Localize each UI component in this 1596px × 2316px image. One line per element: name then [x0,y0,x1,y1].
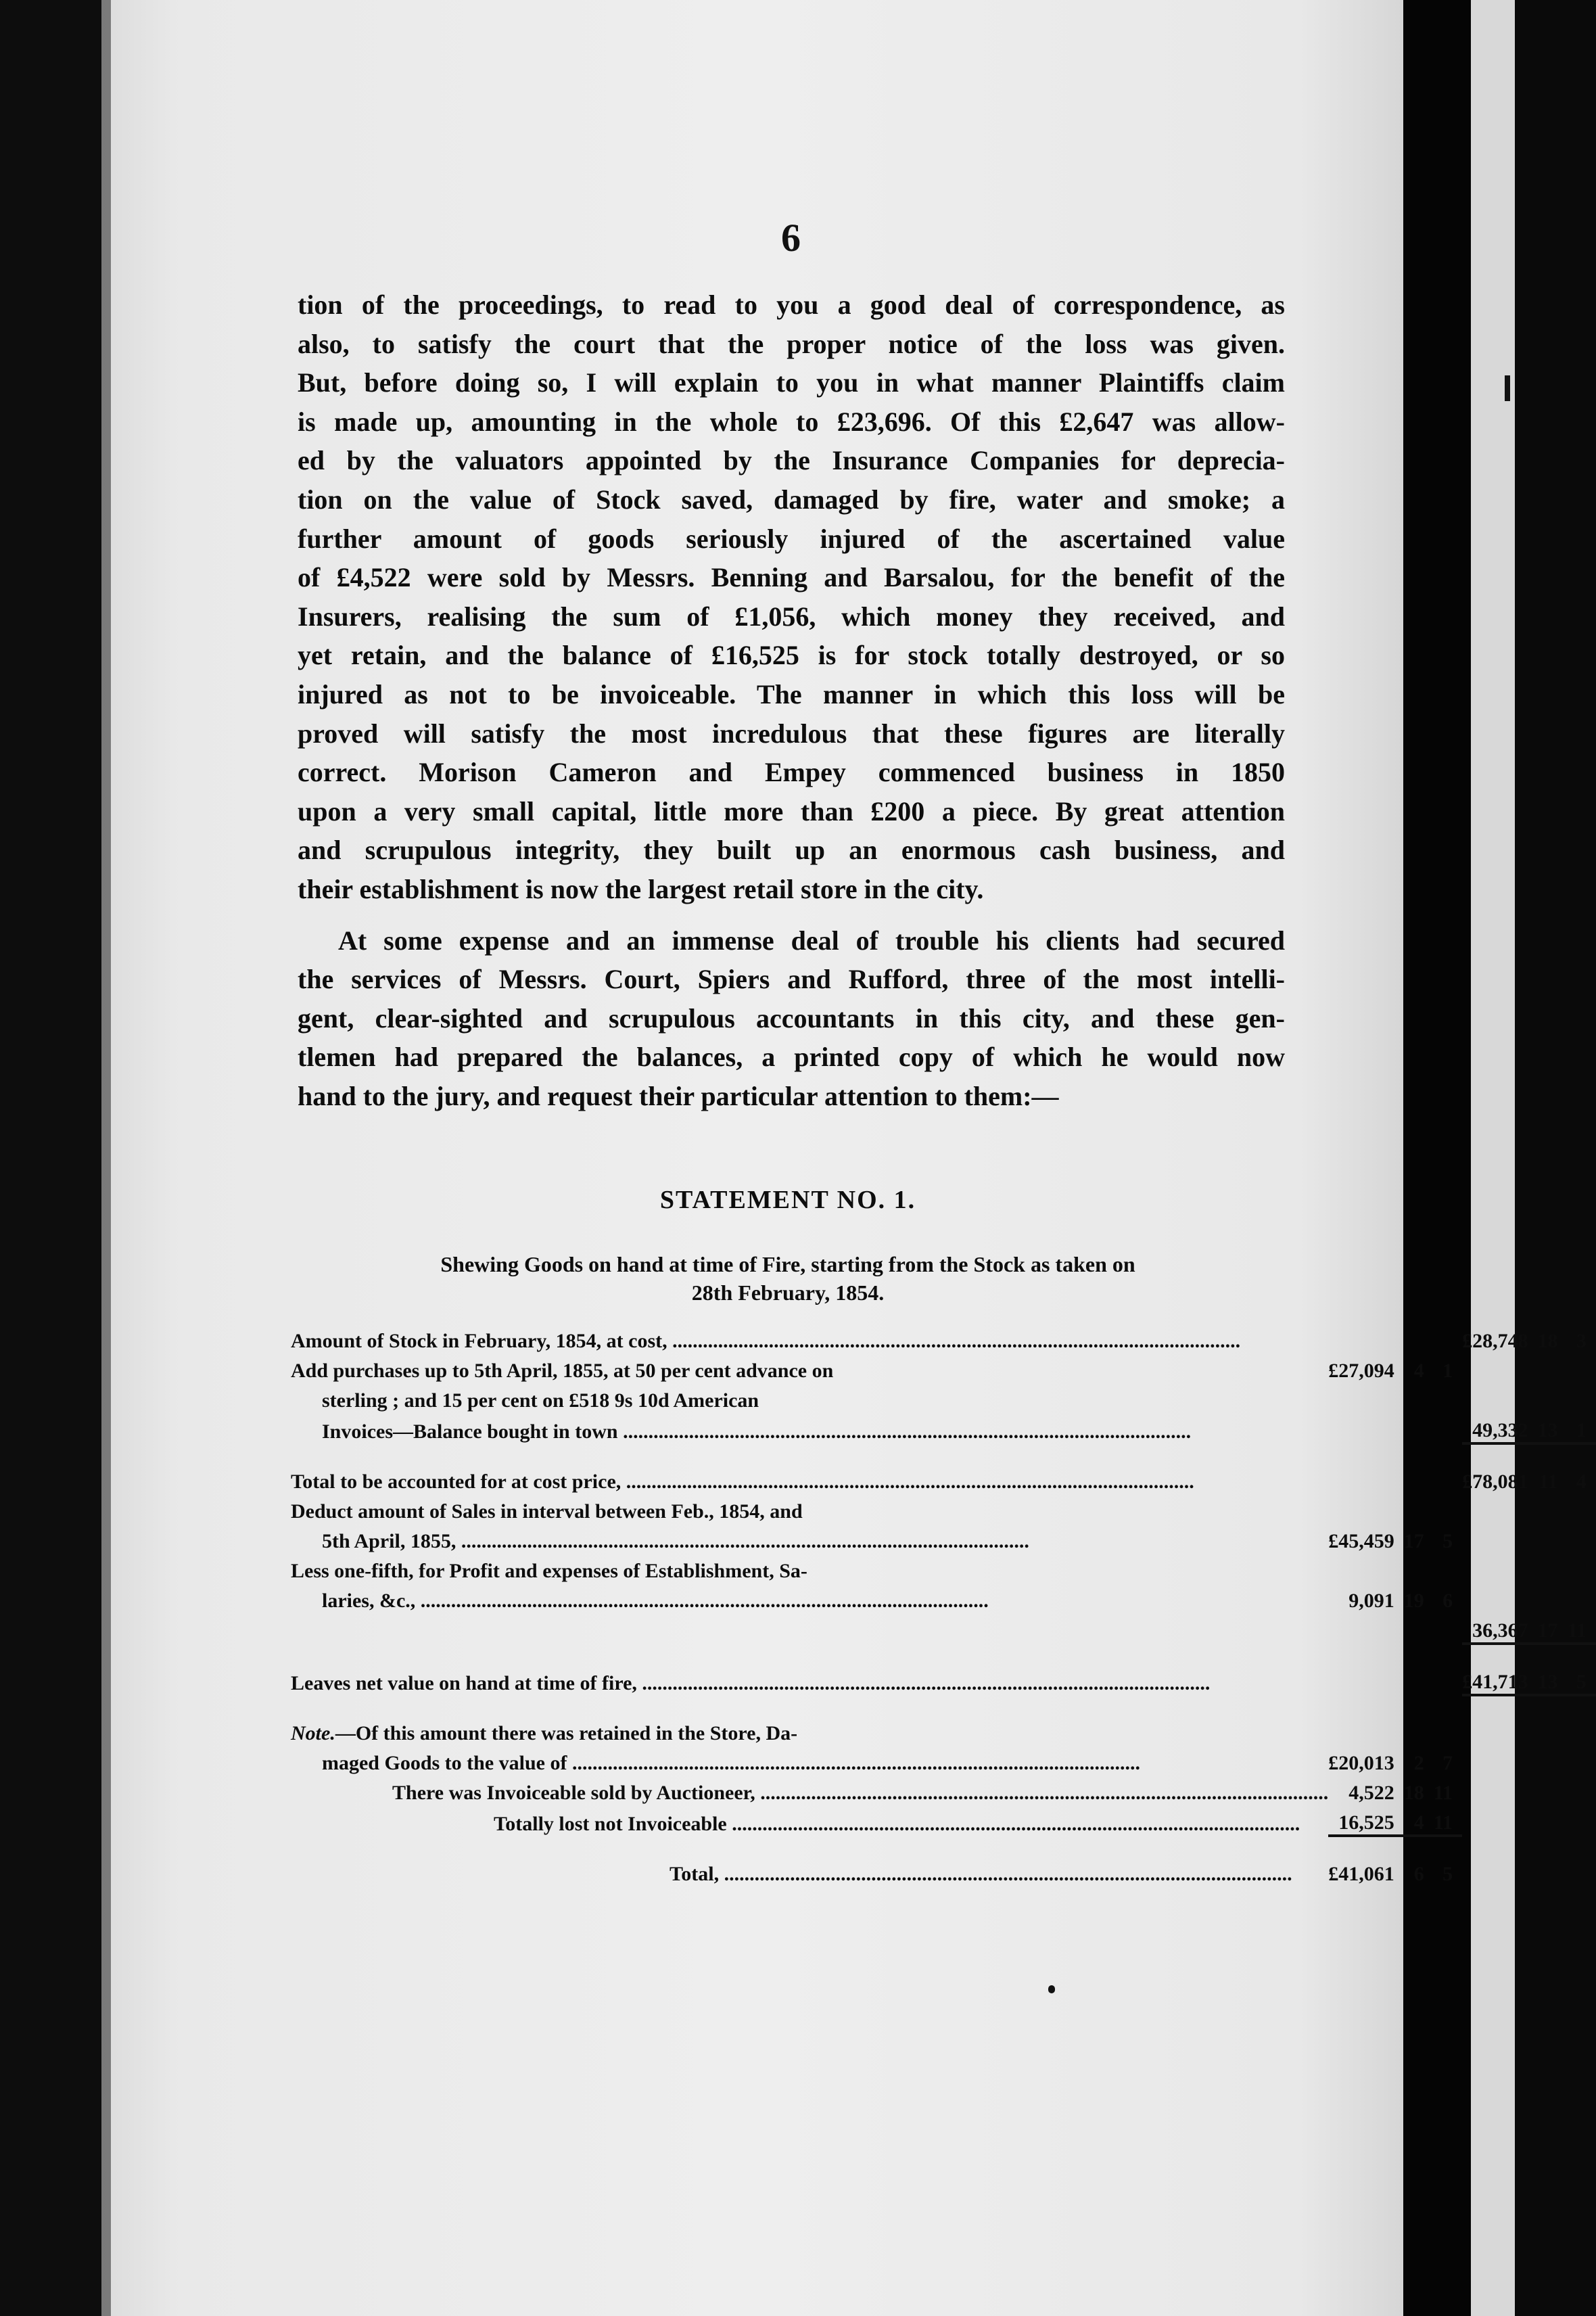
table-row [291,1412,1596,1443]
amount-pence: 11 [1568,1613,1596,1644]
text-line: tlemen had prepared the balances, a printed copy of which he would now [298,1042,1285,1073]
amount-shillings: 4 [1404,1805,1434,1836]
amount-pence: 5 [1442,1863,1453,1885]
amount-pounds: 9,091 [1348,1590,1394,1612]
text-line: their establishment is now the largest retail store in the city. [298,873,984,904]
amount-pounds: £20,013 [1328,1752,1394,1774]
row-description: Invoices—Balance bought in town ..... [291,1412,1328,1443]
text-line: of £4,522 were sold by Messrs. Benning and Barsalou, for the benefit of the [298,562,1285,593]
row-description: Deduct amount of Sales in interval between Feb., 1854, and [291,1500,803,1523]
table-row [291,1664,1596,1695]
note-line: Note.—Of this amount there was retained in the Store, Da- [291,1722,798,1744]
statement-subtitle [291,1250,1285,1307]
amount-shillings: 4 [1413,1360,1424,1382]
amount-shillings: 18 [1403,1782,1424,1804]
amount-pounds: £28,748 [1462,1330,1528,1352]
amount-shillings: 19 [1403,1590,1424,1612]
amount-shillings: 17 [1538,1613,1568,1644]
row-description [291,1613,1328,1644]
amount-pounds: £78,081 [1462,1470,1528,1493]
row-description: Total to be accounted for at cost price, ..... [291,1464,1328,1493]
amount-pounds: 36,367 [1462,1613,1538,1644]
amount-pence: 1 [1568,1412,1596,1443]
amount-shillings: 2 [1413,1752,1424,1774]
text-line: is made up, amounting in the whole to £23,696. Of this £2,647 was allow- [298,406,1285,437]
amount-pence: 5 [1442,1530,1453,1552]
row-description: Less one-fifth, for Profit and expenses of Establishment, Sa- [291,1560,807,1582]
paragraph-1 [298,285,1285,909]
row-description: Add purchases up to 5th April, 1855, at 50 per cent advance on [291,1360,834,1382]
statement-subtitle-line: 28th February, 1854. [691,1280,885,1305]
text-line: At some expense and an immense deal of trouble his clients had secured [338,925,1285,956]
amount-pounds: 49,332 [1462,1412,1538,1443]
amount-pounds: £41,713 [1462,1664,1538,1695]
text-line: also, to satisfy the court that the proper notice of the loss was given. [298,328,1285,359]
amount-shillings: 11 [1539,1470,1558,1493]
amount-pence: 6 [1442,1590,1453,1612]
text-line: the services of Messrs. Court, Spiers and Rufford, three of the most intelli- [298,964,1285,995]
scan-border-right [1403,0,1515,2316]
table-row [291,1493,1596,1523]
amount-pence: 1 [1442,1360,1453,1382]
text-line: hand to the jury, and request their particular attention to them:— [298,1080,1059,1111]
table-row [291,1583,1596,1613]
text-line: But, before doing so, I will explain to you in what manner Plaintiffs claim [298,367,1285,398]
table-row [291,1745,1596,1775]
text-line: correct. Morison Cameron and Empey commenced business in 1850 [298,757,1285,788]
statement-title: STATEMENT NO. 1. [659,1186,916,1214]
amount-pence: 3 [1576,1330,1587,1352]
amount-shillings: 17 [1403,1530,1424,1552]
scan-border-left [0,0,101,2316]
row-description: 5th April, 1855, ..... [291,1523,1328,1553]
amount-pounds: £27,094 [1328,1360,1394,1382]
table-row [291,1613,1596,1644]
amount-pounds: £41,061 [1328,1863,1394,1885]
row-description: sterling ; and 15 per cent on £518 9s 10d American [322,1389,759,1412]
table-row [291,1775,1596,1805]
text-line: tion of the proceedings, to read to you a good deal of correspondence, as [298,290,1285,320]
text-line: ed by the valuators appointed by the Insurance Companies for deprecia- [298,445,1285,476]
amount-pence: 7 [1442,1752,1453,1774]
amount-pounds: £45,459 [1328,1530,1394,1552]
note-line: There was Invoiceable sold by Auctioneer, ..... [291,1775,1328,1805]
text-line: upon a very small capital, little more than £200 a piece. By great attention [298,795,1285,827]
text-line: further amount of goods seriously injured of the ascertained value [298,523,1285,554]
text-line: tion on the value of Stock saved, damaged by fire, water and smoke; a [298,484,1285,515]
amount-pence: 11 [1434,1805,1462,1836]
text-line: proved will satisfy the most incredulous that these figures are literally [298,718,1285,749]
table-row [291,1323,1596,1353]
amount-shillings: 6 [1413,1863,1424,1885]
row-description: laries, &c., ..... [291,1583,1328,1613]
note-line: Totally lost not Invoiceable ..... [291,1805,1328,1836]
text-line: Insurers, realising the sum of £1,056, which money they received, and [298,601,1285,632]
table-row [291,1383,1596,1412]
amount-pence: 4 [1576,1470,1587,1493]
statement-subtitle-line: Shewing Goods on hand at time of Fire, starting from the Stock as taken on [440,1252,1135,1276]
amount-shillings: 18 [1537,1330,1558,1352]
amount-shillings: 13 [1538,1412,1568,1443]
row-description: Amount of Stock in February, 1854, at cost, ..... [291,1323,1328,1353]
table-row [291,1553,1596,1583]
table-row [291,1856,1596,1886]
table-row [291,1353,1596,1383]
statement-table [291,1323,1596,1886]
note-line: maged Goods to the value of ..... [291,1745,1328,1775]
page-spine-shadow [101,0,111,2316]
next-page-edge [1471,0,1515,2316]
body-text [298,285,1285,1115]
table-row [291,1805,1596,1836]
text-line: and scrupulous integrity, they built up an enormous cash business, and [298,835,1285,866]
page-number: 6 [781,216,801,260]
next-page-mark [1505,375,1510,401]
amount-shillings: 13 [1538,1664,1568,1695]
table-row [291,1464,1596,1493]
row-description: Leaves net value on hand at time of fire, ..... [291,1664,1328,1695]
text-line: yet retain, and the balance of £16,525 is for stock totally destroyed, or so [298,640,1285,671]
amount-pence: 11 [1433,1782,1453,1804]
amount-pounds: 4,522 [1348,1782,1394,1804]
ink-mark [1048,1985,1055,1993]
table-row [291,1715,1596,1745]
note-label: Note. [291,1722,335,1744]
note-total-label: Total, ..... [291,1856,1328,1886]
amount-pounds: 16,525 [1328,1805,1404,1836]
text-line: injured as not to be invoiceable. The manner in which this loss will be [298,678,1285,710]
table-row [291,1523,1596,1553]
text-line: gent, clear-sighted and scrupulous accountants in this city, and these gen- [298,1002,1285,1034]
paragraph-2 [298,921,1285,1116]
amount-pence: 5 [1568,1664,1596,1695]
